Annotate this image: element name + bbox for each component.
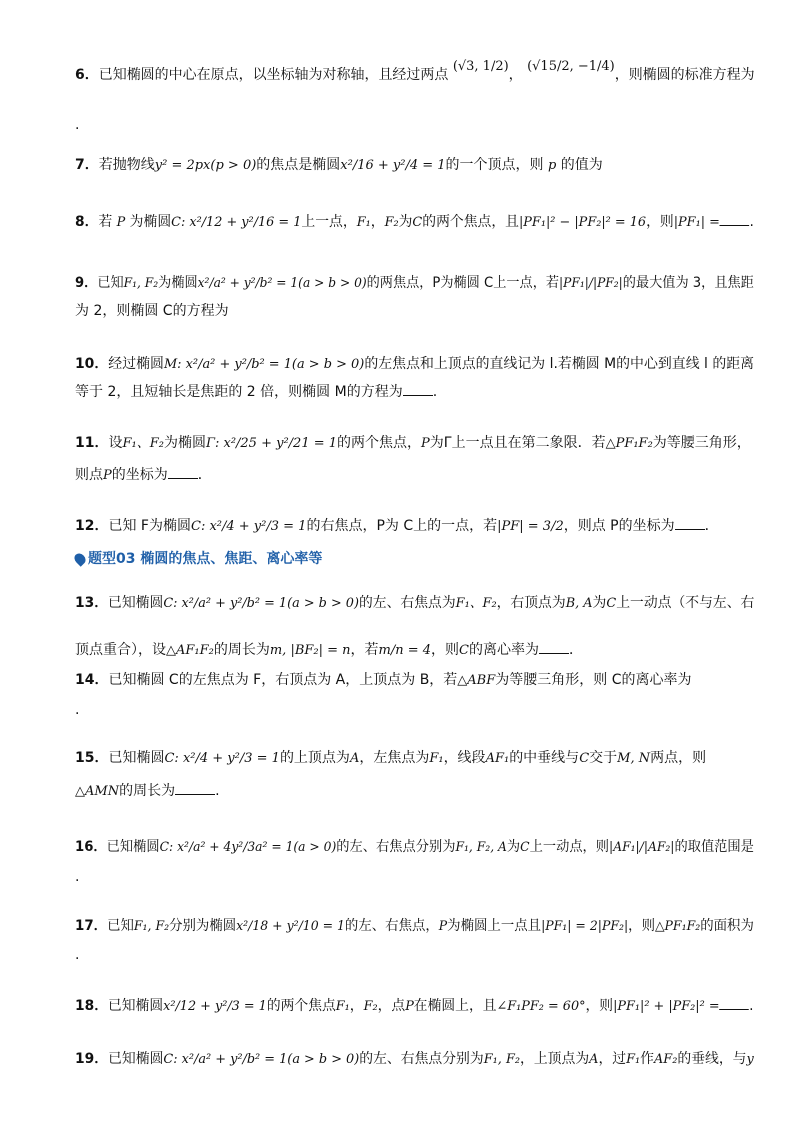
problem-15-triangle: △AMN bbox=[75, 784, 120, 799]
problem-13-number: 13． bbox=[75, 595, 109, 611]
problem-13-text-e: 上一动点（不与左、右 bbox=[616, 595, 755, 611]
problem-8-end: . bbox=[749, 214, 754, 230]
problem-8-var-p: P bbox=[116, 215, 126, 230]
problem-14 bbox=[75, 673, 692, 687]
problem-16-text-a: 已知椭圆 bbox=[106, 839, 160, 855]
problem-10-line2-text: 等于 2，且短轴长是焦距的 2 倍，则椭圆 M的方程为 bbox=[75, 384, 403, 400]
answer-blank bbox=[403, 385, 433, 396]
problem-10-ellipse: M: x²/a² + y²/b² = 1(a > b > 0) bbox=[163, 357, 365, 372]
problem-17-var-p: P bbox=[438, 919, 448, 934]
problem-7-ellipse: x²/16 + y²/4 = 1 bbox=[340, 158, 446, 173]
problem-11-foci: F₁、F₂ bbox=[122, 436, 164, 451]
problem-18-text-b: 的两个焦点 bbox=[266, 998, 336, 1014]
problem-15-line2-text: 的周长为 bbox=[119, 783, 176, 799]
problem-18-sep: ， bbox=[349, 998, 364, 1014]
problem-15-points: M, N bbox=[617, 751, 651, 766]
problem-16-text-e: 的取值范围是 bbox=[674, 839, 754, 855]
problem-6-sep: ， bbox=[508, 67, 523, 83]
problem-11-line1 bbox=[75, 436, 751, 450]
problem-13-line2-a: 顶点重合），设 bbox=[75, 642, 166, 658]
problem-18-f2: F₂ bbox=[363, 999, 378, 1014]
problem-13-ratio: m/n = 4 bbox=[378, 643, 432, 658]
problem-6-text-b: ，则椭圆的标准方程为 bbox=[614, 67, 755, 83]
problem-19-var-y: y bbox=[746, 1052, 754, 1067]
problem-12 bbox=[75, 519, 719, 533]
problem-13-text-b: 的左、右焦点为 bbox=[358, 595, 456, 611]
answer-blank bbox=[168, 468, 198, 479]
problem-18-number: 18． bbox=[75, 998, 108, 1014]
problem-9-ratio: |PF₁|/|PF₂| bbox=[559, 276, 623, 291]
problem-16-var-c: C bbox=[520, 840, 530, 855]
problem-13-condition: m, |BF₂| = n bbox=[269, 643, 351, 658]
problem-15-text-d: ，线段 bbox=[443, 750, 486, 766]
problem-8-text-f: ，则 bbox=[646, 214, 674, 230]
problem-18-f1: F₁ bbox=[335, 999, 350, 1014]
problem-9-text-b: 为椭圆 bbox=[158, 275, 198, 291]
problem-17-foci: F₁, F₂ bbox=[133, 919, 170, 934]
problem-14-number: 14． bbox=[75, 672, 109, 688]
problem-11-text-d: 为Γ上一点且在第二象限．若 bbox=[429, 435, 606, 451]
problem-6-line1 bbox=[75, 58, 755, 83]
problem-6-point1: (√3, 1/2) bbox=[452, 58, 509, 74]
problem-9-text-a: 已知 bbox=[97, 275, 124, 291]
problem-8-text-a: 若 bbox=[98, 214, 113, 230]
answer-blank bbox=[720, 215, 750, 226]
problem-17-condition: |PF₁| = 2|PF₂| bbox=[541, 919, 629, 934]
problem-13-foci: F₁、F₂ bbox=[455, 596, 497, 611]
problem-15-ellipse: C: x²/4 + y²/3 = 1 bbox=[164, 751, 280, 766]
problem-13-triangle: △AF₁F₂ bbox=[166, 643, 214, 658]
problem-11-text-e: 为等腰三角形， bbox=[652, 435, 751, 451]
problem-15-text-e: 的中垂线与 bbox=[509, 750, 580, 766]
problem-11-triangle: △PF₁F₂ bbox=[605, 436, 653, 451]
answer-blank bbox=[175, 784, 215, 795]
problem-19 bbox=[75, 1052, 754, 1066]
answer-blank bbox=[539, 643, 569, 654]
problem-18-angle: ∠F₁PF₂ = 60° bbox=[496, 999, 586, 1014]
problem-15-f1: F₁ bbox=[429, 751, 444, 766]
problem-7 bbox=[75, 158, 603, 172]
problem-19-text-a: 已知椭圆 bbox=[108, 1051, 164, 1067]
problem-15-text-g: 两点，则 bbox=[650, 750, 707, 766]
problem-17 bbox=[75, 919, 754, 933]
problem-10-end: . bbox=[432, 384, 438, 400]
problem-8-condition: |PF₁|² − |PF₂|² = 16 bbox=[518, 215, 647, 230]
problem-16-text-c: 为 bbox=[506, 839, 521, 855]
problem-15-text-f: 交于 bbox=[589, 750, 618, 766]
problem-16-number: 16． bbox=[75, 839, 107, 855]
problem-19-foci: F₁, F₂ bbox=[483, 1052, 521, 1067]
problem-15-text-c: ，左焦点为 bbox=[359, 750, 430, 766]
problem-8-var-c: C bbox=[412, 215, 423, 230]
problem-7-parabola: y² = 2px(p > 0) bbox=[154, 158, 257, 173]
problem-7-text-d: 的值为 bbox=[560, 157, 603, 173]
problem-11-var-p: P bbox=[421, 436, 430, 451]
problem-12-text-b: 的右焦点，P为 C上的一点，若 bbox=[306, 518, 498, 534]
problem-6-number: 6． bbox=[75, 67, 99, 83]
problem-7-text-c: 的一个顶点，则 bbox=[445, 157, 544, 173]
problem-9-text-d: 的最大值为 3，且焦距 bbox=[622, 275, 754, 291]
problem-6-end: . bbox=[75, 117, 80, 133]
problem-17-text-e: ，则 bbox=[628, 918, 655, 934]
problem-11-line2-b: 的坐标为 bbox=[111, 467, 168, 483]
problem-16-points: F₁, F₂, A bbox=[455, 840, 507, 855]
problem-8-text-c: 上一点， bbox=[301, 214, 357, 230]
problem-15-point-a: A bbox=[349, 751, 360, 766]
problem-13-text-c: ，右顶点为 bbox=[496, 595, 566, 611]
problem-16-end: . bbox=[75, 869, 80, 885]
problem-18-text-e: ，则 bbox=[585, 998, 614, 1014]
problem-8-ellipse: C: x²/12 + y²/16 = 1 bbox=[171, 215, 302, 230]
problem-16-text-b: 的左、右焦点分别为 bbox=[336, 839, 456, 855]
answer-blank bbox=[720, 999, 750, 1010]
problem-11-text-c: 的两个焦点， bbox=[337, 435, 422, 451]
problem-10-text-a: 经过椭圆 bbox=[108, 356, 164, 372]
problem-13-line2 bbox=[75, 643, 583, 657]
problem-8-text-d: 为 bbox=[398, 214, 413, 230]
problem-19-number: 19． bbox=[75, 1051, 109, 1067]
problem-18-text-a: 已知椭圆 bbox=[107, 998, 164, 1014]
problem-16-ellipse: C: x²/a² + 4y²/3a² = 1(a > 0) bbox=[159, 840, 337, 855]
problem-19-text-c: ，上顶点为 bbox=[520, 1051, 590, 1067]
problem-17-text-b: 分别为椭圆 bbox=[169, 918, 237, 934]
problem-7-text-a: 若抛物线 bbox=[98, 157, 155, 173]
problem-9-number: 9． bbox=[75, 275, 98, 291]
problem-13-line2-e: 的离心率为 bbox=[469, 642, 539, 658]
problem-7-var-p: p bbox=[548, 158, 557, 173]
section-heading bbox=[75, 548, 322, 568]
problem-12-condition: |PF| = 3/2 bbox=[497, 519, 564, 534]
problem-19-ellipse: C: x²/a² + y²/b² = 1(a > b > 0) bbox=[163, 1052, 360, 1067]
location-pin-icon bbox=[72, 551, 88, 567]
problem-10-line2 bbox=[75, 385, 437, 399]
problem-11-text-b: 为椭圆 bbox=[163, 435, 206, 451]
problem-11-line2-a: 则点 bbox=[75, 467, 103, 483]
problem-10-text-b: 的左焦点和上顶点的直线记为 l.若椭圆 M的中心到直线 l 的距离 bbox=[364, 356, 755, 372]
problem-19-text-d: ，过 bbox=[598, 1051, 627, 1067]
problem-13-text-d: 为 bbox=[592, 595, 607, 611]
problem-11-ellipse: Γ: x²/25 + y²/21 = 1 bbox=[205, 436, 338, 451]
problem-13-text-a: 已知椭圆 bbox=[108, 595, 164, 611]
problem-19-text-e: 作 bbox=[640, 1051, 655, 1067]
problem-12-text-a: 已知 F为椭圆 bbox=[108, 518, 191, 534]
problem-8-ask: |PF₁| = bbox=[673, 215, 720, 230]
problem-13-end: ． bbox=[569, 642, 583, 658]
problem-13-line1 bbox=[75, 596, 754, 610]
problem-17-ellipse: x²/18 + y²/10 = 1 bbox=[236, 919, 345, 934]
problem-7-number: 7． bbox=[75, 157, 99, 173]
problem-19-text-f: 的垂线，与 bbox=[677, 1051, 747, 1067]
problem-18-text-d: 在椭圆上，且 bbox=[413, 998, 497, 1014]
problem-13-line2-c: ，若 bbox=[350, 642, 379, 658]
problem-15-text-b: 的上顶点为 bbox=[279, 750, 350, 766]
problem-19-segment: AF₂ bbox=[654, 1052, 678, 1067]
section-heading-text: 题型03 椭圆的焦点、焦距、离心率等 bbox=[88, 551, 323, 567]
problem-11-number: 11． bbox=[75, 435, 109, 451]
problem-18-ellipse: x²/12 + y²/3 = 1 bbox=[163, 999, 267, 1014]
problem-18 bbox=[75, 999, 753, 1013]
problem-9-line2: 为 2，则椭圆 C的方程为 bbox=[75, 303, 229, 319]
problem-14-text-b: 为等腰三角形，则 C的离心率为 bbox=[495, 672, 692, 688]
problem-19-f1: F₁ bbox=[626, 1052, 641, 1067]
problem-13-var-c: C bbox=[606, 596, 617, 611]
problem-14-end: . bbox=[75, 702, 80, 718]
problem-17-text-a: 已知 bbox=[107, 918, 134, 934]
problem-8-f2: F₂ bbox=[384, 215, 399, 230]
problem-7-text-b: 的焦点是椭圆 bbox=[256, 157, 341, 173]
problem-15-line2 bbox=[75, 784, 220, 798]
problem-8-f1: F₁ bbox=[356, 215, 371, 230]
problem-9-ellipse: x²/a² + y²/b² = 1(a > b > 0) bbox=[197, 276, 367, 291]
problem-8 bbox=[75, 215, 754, 229]
problem-18-ask: |PF₁|² + |PF₂|² = bbox=[613, 999, 720, 1014]
problem-12-end: ． bbox=[704, 518, 719, 534]
problem-13-line2-d: ，则 bbox=[431, 642, 460, 658]
problem-17-text-c: 的左、右焦点， bbox=[344, 918, 439, 934]
problem-12-ellipse: C: x²/4 + y²/3 = 1 bbox=[191, 519, 307, 534]
problem-17-triangle: △PF₁F₂ bbox=[654, 919, 701, 934]
problem-9-text-c: 的两焦点，P为椭圆 C上一点，若 bbox=[366, 275, 560, 291]
problem-9-foci: F₁, F₂ bbox=[123, 276, 159, 291]
problem-12-number: 12． bbox=[75, 518, 109, 534]
problem-17-text-f: 的面积为 bbox=[700, 918, 754, 934]
problem-11-line2-p: P bbox=[103, 468, 112, 483]
problem-18-var-p: P bbox=[405, 999, 414, 1014]
problem-15-line1 bbox=[75, 751, 706, 765]
problem-17-text-d: 为椭圆上一点且 bbox=[447, 918, 542, 934]
problem-13-points: B, A bbox=[565, 596, 593, 611]
problem-18-text-c: ，点 bbox=[377, 998, 406, 1014]
problem-19-point-a: A bbox=[589, 1052, 599, 1067]
answer-blank bbox=[675, 519, 705, 530]
problem-18-end: . bbox=[749, 998, 754, 1014]
problem-15-text-a: 已知椭圆 bbox=[108, 750, 165, 766]
problem-8-text-b: 为椭圆 bbox=[129, 214, 172, 230]
problem-13-line2-b: 的周长为 bbox=[213, 642, 270, 658]
problem-8-number: 8． bbox=[75, 214, 99, 230]
problem-15-number: 15． bbox=[75, 750, 109, 766]
problem-11-line2 bbox=[75, 468, 212, 482]
problem-12-text-c: ，则点 P的坐标为 bbox=[563, 518, 675, 534]
problem-16-ratio: |AF₁|/|AF₂| bbox=[609, 840, 675, 855]
problem-11-end: ． bbox=[197, 467, 212, 483]
problem-15-var-c: C bbox=[579, 751, 590, 766]
problem-15-segment: AF₁ bbox=[485, 751, 510, 766]
problem-13-var-c2: C bbox=[459, 643, 469, 658]
problem-17-end: . bbox=[75, 947, 80, 963]
problem-14-text: 已知椭圆 C的左焦点为 F，右顶点为 A，上顶点为 B，若 bbox=[108, 672, 458, 688]
problem-11-text-a: 设 bbox=[108, 435, 123, 451]
problem-10-line1 bbox=[75, 357, 754, 371]
problem-16-text-d: 上一动点，则 bbox=[529, 839, 610, 855]
problem-19-text-b: 的左、右焦点分别为 bbox=[359, 1051, 484, 1067]
problem-13-ellipse: C: x²/a² + y²/b² = 1(a > b > 0) bbox=[163, 596, 359, 611]
problem-10-number: 10． bbox=[75, 356, 109, 372]
problem-16 bbox=[75, 840, 754, 854]
problem-6-text: 已知椭圆的中心在原点，以坐标轴为对称轴，且经过两点 bbox=[98, 67, 449, 83]
problem-9-line1 bbox=[75, 276, 754, 290]
problem-15-end: . bbox=[215, 783, 220, 799]
problem-6-point2: (√15/2, −1/4) bbox=[527, 58, 615, 74]
problem-14-triangle: △ABF bbox=[457, 673, 496, 688]
problem-8-sep: ， bbox=[370, 214, 385, 230]
problem-17-number: 17． bbox=[75, 918, 108, 934]
problem-8-text-e: 的两个焦点，且 bbox=[422, 214, 519, 230]
